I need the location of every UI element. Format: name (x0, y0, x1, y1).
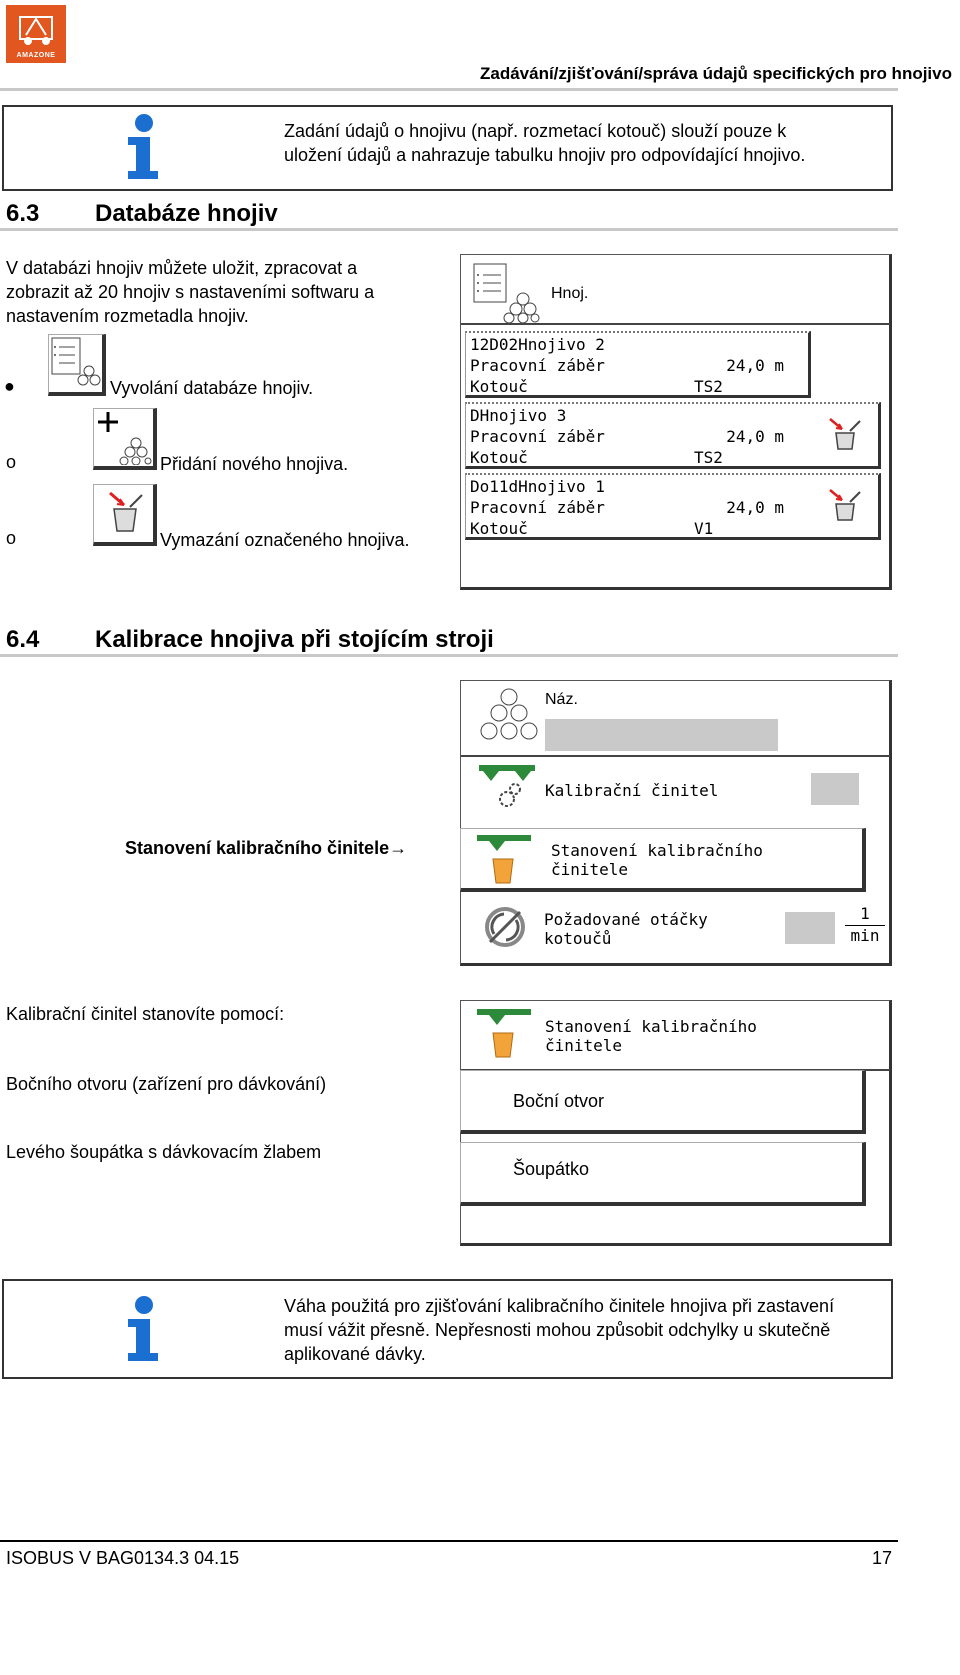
action-call-db-label: Vyvolání databáze hnojiv. (110, 378, 314, 398)
db-entry-disc-label: Kotouč (470, 448, 528, 467)
disc-rpm-value[interactable] (785, 912, 835, 944)
db-entry[interactable] (465, 331, 811, 398)
name-input[interactable] (545, 719, 778, 751)
section-title-64: Kalibrace hnojiva při stojícím stroji (95, 626, 494, 653)
method-screen-title (545, 1017, 757, 1055)
delete-bucket-icon (94, 485, 152, 541)
db-entry-name: Do11dHnojivo 1 (470, 477, 605, 496)
bullet-circle: o (6, 528, 17, 548)
db-entry-disc-value: V1 (694, 519, 714, 538)
disc-rpm-line1: Požadované otáčky (544, 910, 708, 929)
determine-factor-line1: Stanovení kalibračního (551, 841, 763, 860)
fertilizer-pile-icon (477, 687, 541, 743)
hopper-bucket-icon (475, 833, 533, 887)
section-rule-64 (0, 654, 898, 657)
db-entry-name: 12D02Hnojivo 2 (470, 335, 605, 354)
slide-label: Šoupátko (513, 1159, 590, 1179)
info-box-bottom (2, 1279, 893, 1379)
side-opening-label: Boční otvor (513, 1091, 605, 1111)
db-entry-width-label: Pracovní záběr (470, 427, 605, 446)
intro-paragraph (6, 256, 374, 328)
header-rule (0, 88, 898, 91)
calibration-gear-icon (477, 763, 537, 815)
db-screen-title: Hnoj. (551, 285, 589, 302)
intro-line1: V databázi hnojiv můžete uložit, zpracovat a (6, 258, 358, 278)
db-entry-width-value: 24,0 m (726, 498, 784, 517)
method-side-opening: Bočního otvoru (zařízení pro dávkování) (6, 1074, 327, 1094)
screen-divider (461, 755, 890, 757)
logo-emblem-icon (6, 5, 66, 51)
footer-page-number: 17 (871, 1548, 892, 1568)
amazone-logo (6, 5, 66, 63)
method-screen-title-line2: činitele (545, 1036, 623, 1055)
disc-rpm-line2: kotoučů (544, 929, 612, 948)
page-header-title: Zadávání/zjišťování/správa údajů specifických pro hnojivo (479, 64, 952, 83)
db-entry-name: DHnojivo 3 (470, 406, 567, 425)
delete-fertilizer-button[interactable] (93, 484, 157, 546)
name-label: Náz. (545, 691, 578, 708)
db-entry[interactable] (465, 473, 881, 540)
screen-divider (461, 323, 890, 325)
db-entry-disc-label: Kotouč (470, 377, 528, 396)
section-number-63: 6.3 (6, 200, 40, 227)
logo-brand: AMAZONE (16, 52, 56, 59)
db-entry[interactable] (465, 402, 881, 469)
db-entry-disc-label: Kotouč (470, 519, 528, 538)
determine-caption (125, 838, 407, 859)
add-fertilizer-button[interactable] (93, 408, 157, 470)
action-delete-label: Vymazání označeného hnojiva. (160, 530, 410, 550)
footer-rule (0, 1540, 898, 1542)
determine-factor-line2: činitele (551, 860, 629, 879)
info-bottom-text (284, 1294, 834, 1366)
info-icon (122, 1295, 162, 1365)
section-number-64: 6.4 (6, 626, 40, 653)
info-bottom-line2: musí vážit přesně. Nepřesnosti mohou způsobit odchylky u skutečně (284, 1320, 831, 1340)
calibration-factor-value[interactable] (811, 773, 859, 805)
calibration-factor-label: Kalibrační činitel (545, 781, 719, 800)
hopper-bucket-icon (475, 1007, 533, 1061)
info-top-line1: Zadání údajů o hnojivu (např. rozmetací kotouč) slouží pouze k (284, 121, 787, 141)
bullet-circle: o (6, 452, 17, 472)
method-screen-title-line1: Stanovení kalibračního (545, 1017, 757, 1036)
add-fertilizer-icon (94, 409, 152, 465)
disc-rpm-icon (482, 904, 528, 950)
bullet-dot: ● (4, 376, 15, 396)
db-entry-width-label: Pracovní záběr (470, 498, 605, 517)
delete-bucket-icon[interactable] (826, 415, 866, 455)
rpm-unit-denominator: min (850, 926, 880, 945)
slide-button[interactable] (460, 1142, 866, 1206)
determine-factor-button[interactable] (460, 828, 866, 892)
section-rule-63 (0, 228, 898, 231)
action-add-new-label: Přidání nového hnojiva. (160, 454, 349, 474)
database-icon (471, 261, 541, 323)
info-top-text (284, 119, 805, 167)
disc-rpm-row (460, 894, 892, 966)
arrow-right-icon: → (389, 838, 408, 858)
db-entry-disc-value: TS2 (694, 377, 723, 396)
side-opening-button[interactable] (460, 1070, 866, 1134)
determine-factor-text (551, 841, 763, 879)
rpm-unit-numerator: 1 (860, 904, 870, 923)
disc-rpm-label (544, 910, 708, 948)
delete-bucket-icon[interactable] (826, 486, 866, 526)
info-bottom-line3: aplikované dávky. (284, 1344, 426, 1364)
db-entry-width-label: Pracovní záběr (470, 356, 605, 375)
footer-doc-id: ISOBUS V BAG0134.3 04.15 (6, 1548, 240, 1568)
info-icon (122, 113, 162, 183)
intro-line3: nastavením rozmetadla hnojiv. (6, 306, 249, 326)
fertilizer-db-screen (460, 254, 892, 590)
info-box-top (2, 105, 893, 191)
intro-line2: zobrazit až 20 hnojiv s nastaveními softwaru a (6, 282, 375, 302)
database-button[interactable] (48, 334, 106, 396)
db-entry-disc-value: TS2 (694, 448, 723, 467)
db-entry-width-value: 24,0 m (726, 356, 784, 375)
info-bottom-line1: Váha použitá pro zjišťování kalibračního činitele hnojiva při zastavení (284, 1296, 835, 1316)
method-left-slide: Levého šoupátka s dávkovacím žlabem (6, 1142, 322, 1162)
method-intro: Kalibrační činitel stanovíte pomocí: (6, 1004, 285, 1024)
database-icon (49, 335, 101, 391)
determine-caption-text: Stanovení kalibračního činitele (125, 838, 390, 858)
info-top-line2: uložení údajů a nahrazuje tabulku hnojiv pro odpovídající hnojivo. (284, 145, 806, 165)
db-entry-width-value: 24,0 m (726, 427, 784, 446)
section-title-63: Databáze hnojiv (95, 200, 278, 227)
